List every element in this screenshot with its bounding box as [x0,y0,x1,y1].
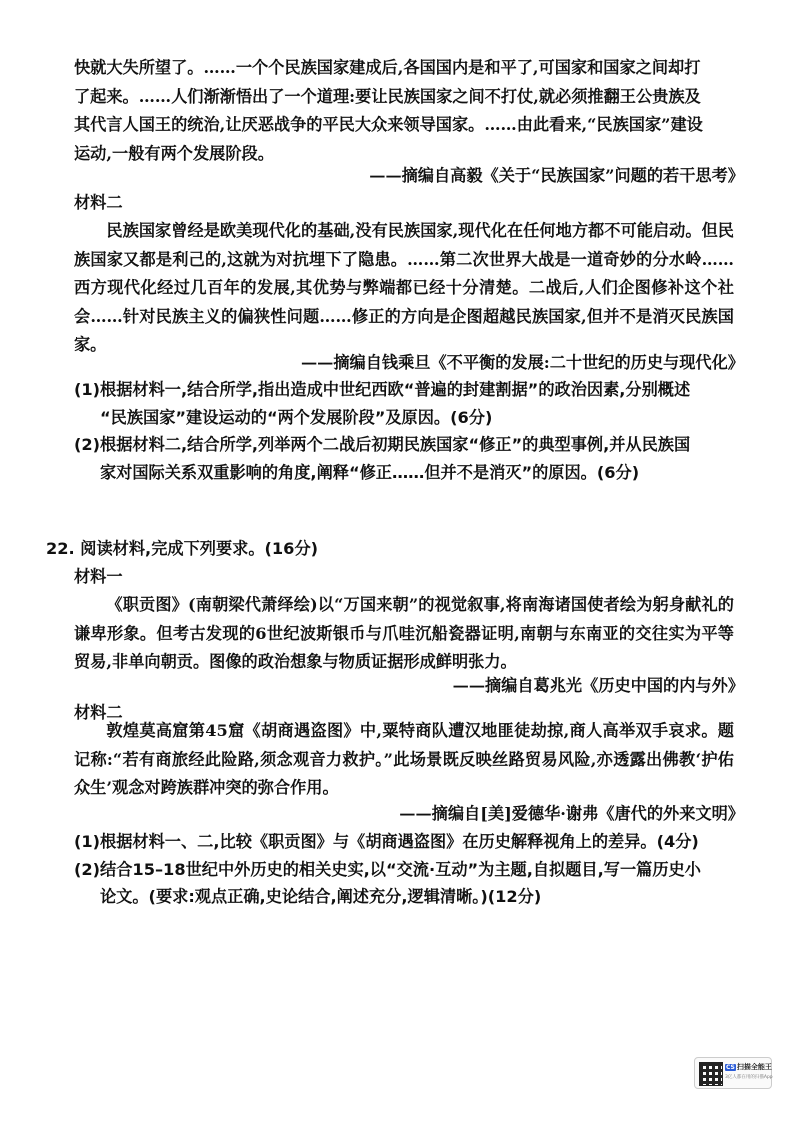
material-source: ——摘编自钱乘旦《不平衡的发展:二十世纪的历史与现代化》 [300,353,744,372]
question-2-line: 论文。(要求:观点正确,史论结合,阐述充分,逻辑清晰。)(12分) [100,887,542,906]
material-heading: 材料二 [74,703,123,722]
text-line: 了起来。……人们渐渐悟出了一个道理:要让民族国家之间不打仗,就必须推翻王公贵族及 [74,86,701,106]
material-text: 《职贡图》(南朝梁代萧绎绘)以“万国来朝”的视觉叙事,将南海诸国使者绘为躬身献礼的谦卑形象。但考古发现的6世纪波斯银币与爪哇沉船瓷器证明,南朝与东南亚的交往实为平等贸易,非单向朝贡。图像的政治想象与物质证据形成鲜明张力。 [74,595,734,671]
qr-code-icon [699,1062,723,1086]
material-text: 民族国家曾经是欧美现代化的基础,没有民族国家,现代化在任何地方都不可能启动。但民族国家又都是利己的,这就为对抗埋下了隐患。……第二次世界大战是一道奇妙的分水岭……西方现代化经过几百年的发展,其优势与弊端都已经十分清楚。二战后,人们企图修补这个社会……针对民族主义的偏狭性问题……修正的方向是企图超越民族国家,但并不是消灭民族国家。 [74,221,734,354]
scanner-watermark-badge [694,1057,772,1089]
text-line: 运动,一般有两个发展阶段。 [74,143,274,163]
question-1-line: (1)根据材料一,结合所学,指出造成中世纪西欧“普遍的封建割据”的政治因素,分别概述 [74,380,691,399]
material-text: 敦煌莫高窟第45窟《胡商遇盗图》中,粟特商队遭汉地匪徒劫掠,商人高举双手哀求。题记称:“若有商旅经此险路,须念观音力救护。”此场景既反映丝路贸易风险,亦透露出佛教‘护佑众生’观念对跨族群冲突的弥合作用。 [74,721,734,797]
question-list [74,376,742,486]
question-2-line: (2)结合15–18世纪中外历史的相关史实,以“交流·互动”为主题,自拟题目,写一篇历史小 [74,859,701,879]
text-line: 快就大失所望了。……一个个民族国家建成后,各国国内是和平了,可国家和国家之间却打 [74,58,701,77]
question-1-line: “民族国家”建设运动的“两个发展阶段”及原因。(6分) [100,407,493,427]
question-1-line: (1)根据材料一、二,比较《职贡图》与《胡商遇盗图》在历史解释视角上的差异。(4分) [74,832,699,851]
question-list [74,828,742,911]
text-line: 其代言人国王的统治,让厌恶战争的平民大众来领导国家。……由此看来,“民族国家”建设 [74,115,703,134]
material-heading: 材料一 [74,567,123,586]
question-22-title: 22. 阅读材料,完成下列要求。(16分) [46,539,319,558]
question-2-line: (2)根据材料二,结合所学,列举两个二战后初期民族国家“修正”的典型事例,并从民族国 [74,435,691,454]
badge-subtitle: 3亿人都在用的扫描App [725,1075,773,1080]
material-1-continuation [74,54,734,168]
question-2-line: 家对国际关系双重影响的角度,阐释“修正……但并不是消灭”的原因。(6分) [100,462,640,482]
badge-title: CS 扫描全能王 [726,1063,772,1071]
material-source: ——摘编自[美]爱德华·谢弗《唐代的外来文明》 [399,804,744,823]
material-source: ——摘编自高毅《关于“民族国家”问题的若干思考》 [369,166,744,185]
material-source: ——摘编自葛兆光《历史中国的内与外》 [452,676,744,695]
material-heading: 材料二 [74,193,123,212]
cs-logo-icon: CS [726,1064,735,1071]
